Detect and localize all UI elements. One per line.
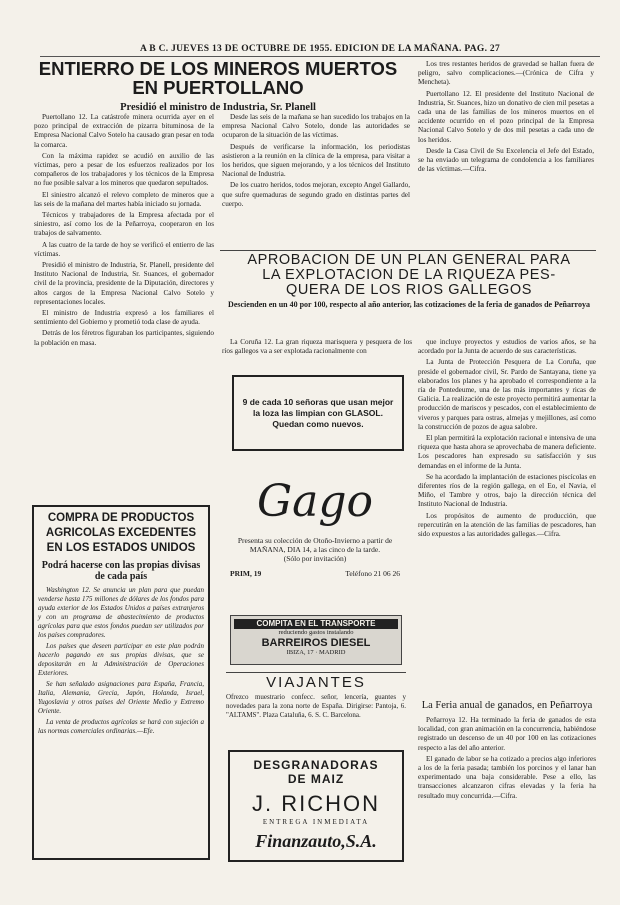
richon-line1: DESGRANADORAS	[253, 758, 379, 772]
article2-para: Los propósitos de aumento de producción, que repercutirán en la atención de las familias de pescadores, han sido expuestos a las autoridades gallegas.—Cifra.	[418, 511, 596, 539]
compra-subtitle: Podrá hacerse con las propias divisas de cada país	[41, 560, 201, 582]
article1-continuation	[418, 60, 594, 245]
compra-para: Se han señalado asignaciones para España, Francia, Italia, Alemania, Grecia, Japón, Holanda, Israel, Yugoslavia y otros países del Oriente Medio y Extremo Oriente.	[38, 680, 204, 715]
article2-subtitle: Descienden en un 40 por 100, respecto al año anterior, las cotizaciones de la feria de ganados de Peñarroya	[228, 300, 590, 310]
article1-para: A las cuatro de la tarde de hoy se verificó el entierro de las víctimas.	[34, 240, 214, 258]
page-header: A B C. JUEVES 13 DE OCTUBRE DE 1955. EDICION DE LA MAÑANA. PAG. 27	[40, 44, 600, 57]
viajantes-ad	[226, 672, 406, 743]
barreiros-line3: BARREIROS DIESEL	[261, 637, 371, 649]
glasol-text: 9 de cada 10 señoras que usan mejor la loza las limpian con GLASOL. Quedan como nuevos.	[242, 396, 394, 429]
article2-title-line3: QUERA DE LOS RIOS GALLEGOS	[285, 281, 533, 298]
feria-para: Peñarroya 12. Ha terminado la feria de ganados de esta localidad, con gran animación en la concurrencia, habiéndose registrado un descenso de un 40 por 100 en las cotizaciones respecto a las del año anterior.	[418, 716, 596, 752]
article1-col2-para: Desde las seis de la mañana se han sucedido los trabajos en la empresa Nacional Calvo Sotelo, donde las autoridades se ocuparon de la situación de las víctimas.	[222, 113, 410, 140]
article1-para: El ministro de Industria expresó a los familiares el sentimiento del Gobierno y prometió toda clase de ayuda.	[34, 309, 214, 327]
article1-col2-para: De los cuatro heridos, todos mejoran, excepto Angel Gallardo, que sufre quemaduras de segundo grado en distintas partes del cuerpo.	[222, 181, 410, 208]
richon-ad	[228, 750, 404, 862]
compra-para: Los países que deseen participar en este plan podrán hacerlo pagando en sus propias divisas, que se depositarán en la Administración de Operaciones Exteriores.	[38, 642, 204, 677]
article1-col2-para: Después de verificarse la información, los periodistas asistieron a la reunión en la clínica de la empresa, para visitar a los heridos, que siguen mejorando, y a los técnicos del Instituto Nacional de Industria.	[222, 142, 410, 179]
article2-title	[220, 253, 598, 310]
article1-col2	[222, 113, 410, 245]
article1-cont-para: Puertollano 12. El presidente del Instituto Nacional de Industria, Sr. Suances, hizo un donativo de cien mil pesetas a cada una de las familias de los mineros muertos en el accidente ocurrido en el pozo principal de la Empresa Nacional Calvo Sotelo y de dos mil pesetas a cada uno de los heridos.	[418, 89, 594, 144]
gago-text: Presenta su colección de Otoño-Invierno a partir de MAÑANA, DIA 14, a las cinco de la tarde.	[237, 536, 393, 554]
feria-article	[418, 700, 596, 860]
viajantes-text: Ofrezco muestrario confecc. señor, lencería, guantes y novedades para la zona norte de España. Dirigirse: Pantoja, 6. "ALTAMS". Plaza Cataluña, 6. S. C. Barcelona.	[226, 693, 406, 719]
compra-box	[32, 505, 210, 860]
compra-body	[38, 586, 204, 736]
gago-ad	[226, 458, 404, 603]
compra-para: Washington 12. Se anuncia un plan para que puedan venderse hasta 175 millones de dólares de los fondos para ayuda exterior de los Estados Unidos a países extranjeros y con un programa de abastecimiento de productos agrícolas para que estos fondos puedan ser utilizados por los países compradores.	[38, 586, 204, 639]
richon-tagline: ENTREGA INMEDIATA	[262, 818, 370, 826]
article1-cont-para: Desde la Casa Civil de Su Excelencia el Jefe del Estado, se ha enviado un telegrama de condolencia a los familiares de las víctimas.—Cifra.	[418, 146, 594, 174]
article1-cont-para: Los tres restantes heridos de gravedad se hallan fuera de peligro, salvo complicaciones.—(Crónica de Cifra y Mencheta).	[418, 60, 594, 87]
feria-body	[418, 716, 596, 801]
article2-para: que incluye proyectos y estudios de varios años, se ha acordado por la Junta de acuerdo de sus características.	[418, 338, 596, 356]
glasol-ad	[232, 375, 404, 451]
article1-col1	[34, 113, 214, 498]
article2-lead	[222, 338, 412, 368]
barreiros-line4: IBIZA, 17 · MADRID	[286, 649, 346, 656]
feria-title: La Feria anual de ganados, en Peñarroya	[421, 700, 593, 711]
article1-para: Presidió el ministro de Industria, Sr. Planell, presidente del Instituto Nacional de Industria, Sr. Suances, el gobernador civil de la provincia, presidente de la Diputación, directores y altos cargos de la Empresa Nacional Calvo Sotelo y representaciones locales.	[34, 261, 214, 306]
viajantes-title: VIAJANTES	[266, 674, 366, 691]
article1-title	[28, 60, 408, 113]
barreiros-line1: COMPITA EN EL TRANSPORTE	[234, 619, 398, 629]
gago-note: (Sólo por invitación)	[283, 554, 347, 563]
compra-title: COMPRA DE PRODUCTOS AGRICOLAS EXCEDENTES EN LOS ESTADOS UNIDOS	[45, 512, 197, 554]
article2-para: La Junta de Protección Pesquera de La Coruña, que preside el gobernador civil, Sr. Pardo de Santayana, tiene ya elaborados los planes y ha aprobado el correspondiente a la ría de Pontedeume, una de las más importantes y ricas de Galicia. La realización de este proyecto permitirá aumentar la producción de mariscos y pescados, con el establecimiento de viveros y parques para ostras, almejas y mejillones, así como la construcción de pozos de agua salobre.	[418, 358, 596, 431]
article2-lead-para: La Coruña 12. La gran riqueza marisquera y pesquera de los ríos gallegos va a ser explotada racionalmente con	[222, 338, 412, 356]
article1-para: Puertollano 12. La catástrofe minera ocurrida ayer en el pozo principal de extracción de pizarra bituminosa de la Empresa Nacional Calvo Sotelo ha causado gran pesar en toda la comarca.	[34, 113, 214, 149]
section-divider	[220, 250, 596, 251]
article1-para: Técnicos y trabajadores de la Empresa afectada por el siniestro, así como los de la Peñarroya, cooperaron en los trabajos de salvamento.	[34, 211, 214, 238]
article2-title-line1: APROBACION DE UN PLAN GENERAL PARA	[247, 252, 571, 268]
article1-title-line2: EN PUERTOLLANO	[132, 76, 304, 98]
article1-para: Con la máxima rapidez se acudió en auxilio de las víctimas, pero a pesar de los esfuerzos realizados por los compañeros de los trabajadores y los técnicos de la Empresa no fue posible salvar a los mineros que quedaron sepultados.	[34, 151, 214, 188]
barreiros-ad	[230, 615, 402, 665]
richon-line2: DE MAIZ	[287, 772, 345, 786]
article1-para: El siniestro alcanzó el relevo completo de mineros que a las seis de la mañana del martes había iniciado su jornada.	[34, 190, 214, 208]
feria-para: El ganado de labor se ha cotizado a precios algo inferiores a los de la feria pasada; también los porcinos y el lanar han experimentado una baja considerable. Pese a ello, las transacciones alcanzaron cifras elevadas y la feria ha resultado muy concurrida.—Cifra.	[418, 754, 596, 800]
gago-logo: Gago	[256, 476, 374, 527]
article2-title-line2: LA EXPLOTACION DE LA RIQUEZA PES-	[262, 266, 556, 283]
article1-para: Detrás de los féretros figuraban los participantes, siguiendo la población en masa.	[34, 329, 214, 347]
article2-para: El plan permitirá la explotación racional e intensiva de una riqueza que hasta ahora se aprovechaba de manera deficiente. Los pescadores han expresado su satisfacción y sus demandas en el informe de la Junta.	[418, 434, 596, 470]
article2-body	[418, 338, 596, 693]
article2-para: Se ha acordado la implantación de estaciones piscícolas en diferentes ríos de la región gallega, en el Eo, el Navia, el Miño, el Tambre y otros, bajo la dirección técnica del Instituto Nacional de Industria.	[418, 472, 596, 509]
gago-phone: Teléfono 21 06 26	[345, 569, 400, 578]
article1-subtitle: Presidió el ministro de Industria, Sr. Planell	[120, 101, 316, 113]
gago-address: PRIM, 19	[230, 569, 262, 578]
article1-title-line1: ENTIERRO DE LOS MINEROS MUERTOS	[38, 58, 398, 79]
finanzauto-signature: Finanzauto,S.A.	[255, 831, 377, 851]
richon-brand: J. RICHON	[252, 791, 380, 816]
compra-para: La venta de productos agrícolas se hará con sujeción a las normas comerciales ordinarias.—Efe.	[38, 718, 204, 735]
barreiros-line2: reduciendo gastos instalando	[278, 629, 354, 636]
